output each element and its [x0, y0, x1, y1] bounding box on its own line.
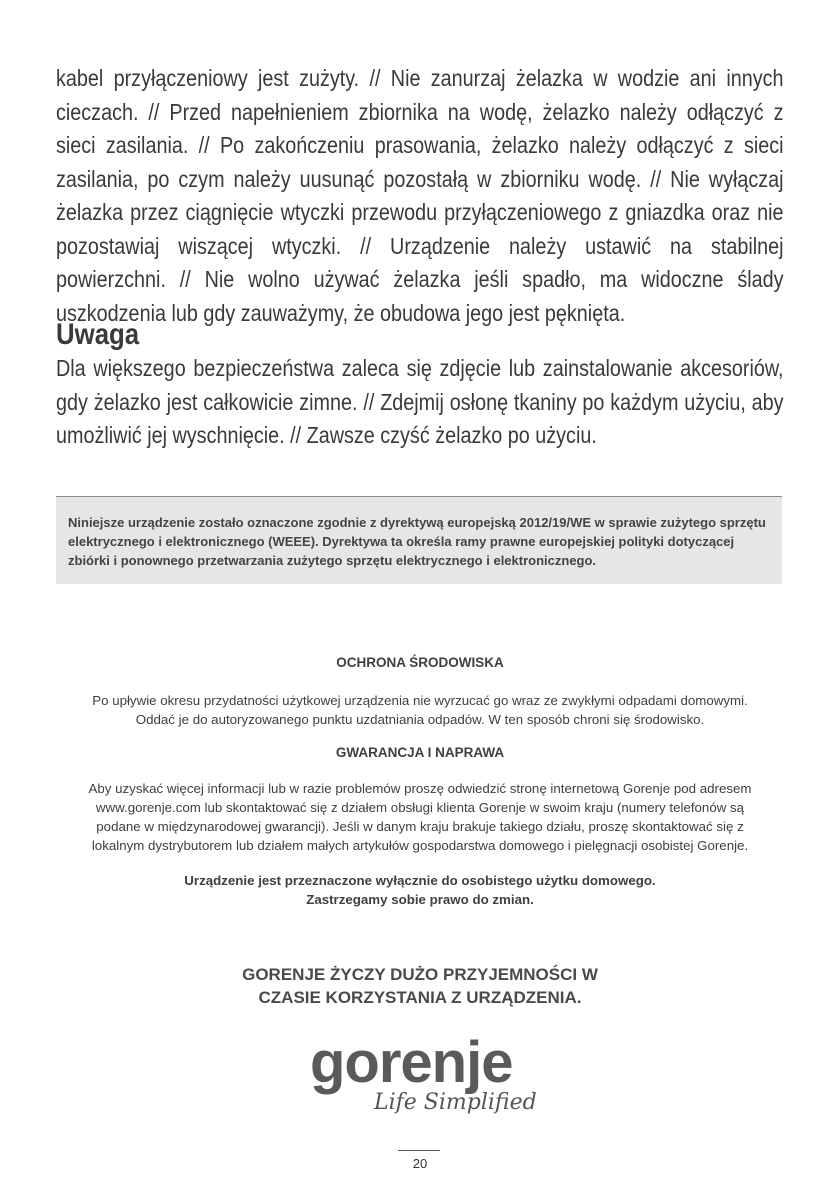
household-line-2: Zastrzegamy sobie prawo do zmian. — [306, 892, 534, 907]
page-number: 20 — [412, 1156, 428, 1171]
closing-message — [40, 963, 800, 1009]
closing-line-2: CZASIE KORZYSTANIA Z URZĄDZENIA. — [258, 988, 582, 1007]
uwaga-heading: Uwaga — [56, 318, 140, 351]
intro-paragraph: kabel przyłączeniowy jest zużyty. // Nie zanurzaj żelazka w wodzie ani innych cieczach. // Przed napełnieniem zbiornika na wodę, żelazko należy odłączyć z sieci zasilania. // Po zakończeniu prasowania, żelazko należy odłączyć z sieci zasilania, po czym należy uusunąć pozostałą w zbiorniku wodę. // Nie wyłączaj żelazka przez ciągnięcie wtyczki przewodu przyłączeniowego z gniazdka oraz nie pozostawiaj wiszącej wtyczki. // Urządzenie należy ustawić na stabilnej powierzchni. // Nie wolno używać żelazka jeśli spadło, ma widoczne ślady uszkodzenia lub gdy zauważymy, że obudowa jego jest pęknięta. — [56, 65, 784, 326]
warranty-title: GWARANCJA I NAPRAWA — [335, 745, 505, 760]
warranty-line-1: Aby uzyskać więcej informacji lub w razie problemów proszę odwiedzić stronę internetową Gorenje pod adresem — [88, 781, 752, 796]
weee-notice-text: Niniejsze urządzenie zostało oznaczone zgodnie z dyrektywą europejską 2012/19/WE w sprawie zużytego sprzętu elektrycznego i elektronicznego (WEEE). Dyrektywa ta określa ramy prawne europejskiej polityki dotyczącej zbiórki i ponownego przetwarzania zużytego sprzętu elektrycznego i elektronicznego. — [68, 515, 766, 568]
closing-line-1: GORENJE ŻYCZY DUŻO PRZYJEMNOŚCI W — [242, 965, 598, 984]
warranty-line-4: lokalnym dystrybutorem lub działem małych artykułów gospodarstwa domowego i pielęgnacji osobistej Gorenje. — [91, 838, 749, 853]
gorenje-logo — [310, 1030, 550, 1126]
logo-tagline: Life Simplified — [374, 1090, 537, 1115]
environment-title: OCHRONA ŚRODOWISKA — [336, 655, 504, 670]
uwaga-paragraph: Dla większego bezpieczeństwa zaleca się zdjęcie lub zainstalowanie akcesoriów, gdy żelazko jest całkowicie zimne. // Zdejmij osłonę tkaniny po każdym użyciu, aby umożliwić jej wyschnięcie. // Zawsze czyść żelazko po użyciu. — [56, 355, 784, 448]
page-number-rule — [398, 1150, 440, 1151]
logo-wordmark: gorenje — [310, 1030, 513, 1095]
warranty-line-3: podane w międzynarodowej gwarancji). Jeśli w danym kraju brakuje takiego działu, proszę skontaktować się z — [96, 819, 744, 834]
environment-section — [40, 655, 800, 670]
environment-line-2: Oddać je do autoryzowanego punktu uzdatniania odpadów. W ten sposób chroni się środowisko. — [135, 712, 705, 727]
warranty-line-2: www.gorenje.com lub skontaktować się z działem obsługi klienta Gorenje w swoim kraju (numery telefonów są — [95, 800, 745, 815]
environment-line-1: Po upływie okresu przydatności użytkowej urządzenia nie wyrzucać go wraz ze zwykłymi odpadami domowymi. — [92, 693, 748, 708]
household-notice — [40, 871, 800, 909]
environment-body — [40, 691, 800, 729]
warranty-body — [40, 779, 800, 855]
household-line-1: Urządzenie jest przeznaczone wyłącznie do osobistego użytku domowego. — [184, 873, 656, 888]
weee-notice-box — [56, 496, 782, 584]
warranty-section — [40, 745, 800, 760]
